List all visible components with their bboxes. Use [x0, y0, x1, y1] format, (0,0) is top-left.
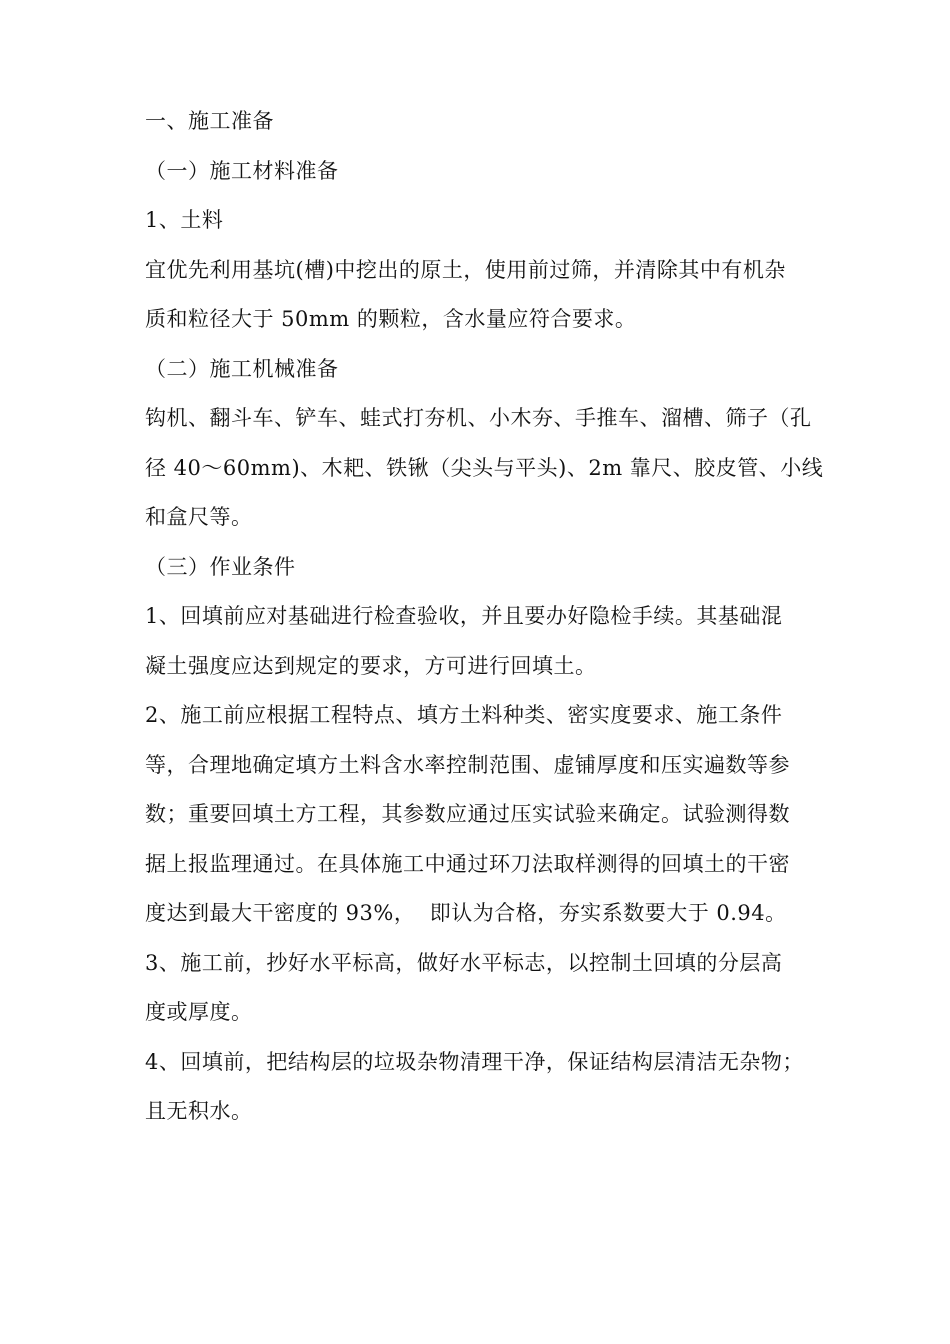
- paragraph-line: 数；重要回填土方工程，其参数应通过压实试验来确定。试验测得数: [145, 802, 790, 826]
- paragraph-line: 质和粒径大于 50mm 的颗粒，含水量应符合要求。: [145, 307, 637, 331]
- paragraph-line: 钩机、翻斗车、铲车、蛙式打夯机、小木夯、手推车、溜槽、筛子（孔: [145, 406, 812, 430]
- paragraph-line: 4、回填前，把结构层的垃圾杂物清理干净，保证结构层清洁无杂物；: [145, 1049, 804, 1074]
- paragraph-line: 且无积水。: [145, 1099, 253, 1123]
- paragraph-line: 2、施工前应根据工程特点、填方土料种类、密实度要求、施工条件: [145, 703, 783, 727]
- paragraph-line: 度达到最大干密度的 93%， 即认为合格，夯实系数要大于 0.94。: [145, 901, 787, 925]
- paragraph-line: 等，合理地确定填方土料含水率控制范围、虚铺厚度和压实遍数等参: [145, 752, 790, 777]
- document-body: [145, 97, 825, 1137]
- paragraph-line: 宜优先利用基坑(槽)中挖出的原土，使用前过筛，并清除其中有机杂: [145, 257, 786, 282]
- paragraph-line: 据上报监理通过。在具体施工中通过环刀法取样测得的回填土的干密: [145, 851, 790, 876]
- subsection-heading: （二）施工机械准备: [145, 356, 339, 381]
- item-heading: 1、土料: [145, 208, 224, 232]
- paragraph-line: 和盒尺等。: [145, 505, 253, 529]
- subsection-heading: （一）施工材料准备: [145, 158, 339, 183]
- paragraph-line: 3、施工前，抄好水平标高，做好水平标志，以控制土回填的分层高: [145, 950, 783, 975]
- section-heading: 一、施工准备: [145, 109, 274, 133]
- paragraph-line: 度或厚度。: [145, 1000, 253, 1024]
- paragraph-line: 凝土强度应达到规定的要求，方可进行回填土。: [145, 653, 597, 678]
- subsection-heading: （三）作业条件: [145, 554, 296, 579]
- paragraph-line: 1、回填前应对基础进行检查验收，并且要办好隐检手续。其基础混: [145, 604, 783, 628]
- paragraph-line: 径 40～60mm)、木耙、铁锹（尖头与平头)、2m 靠尺、胶皮管、小线: [145, 455, 824, 480]
